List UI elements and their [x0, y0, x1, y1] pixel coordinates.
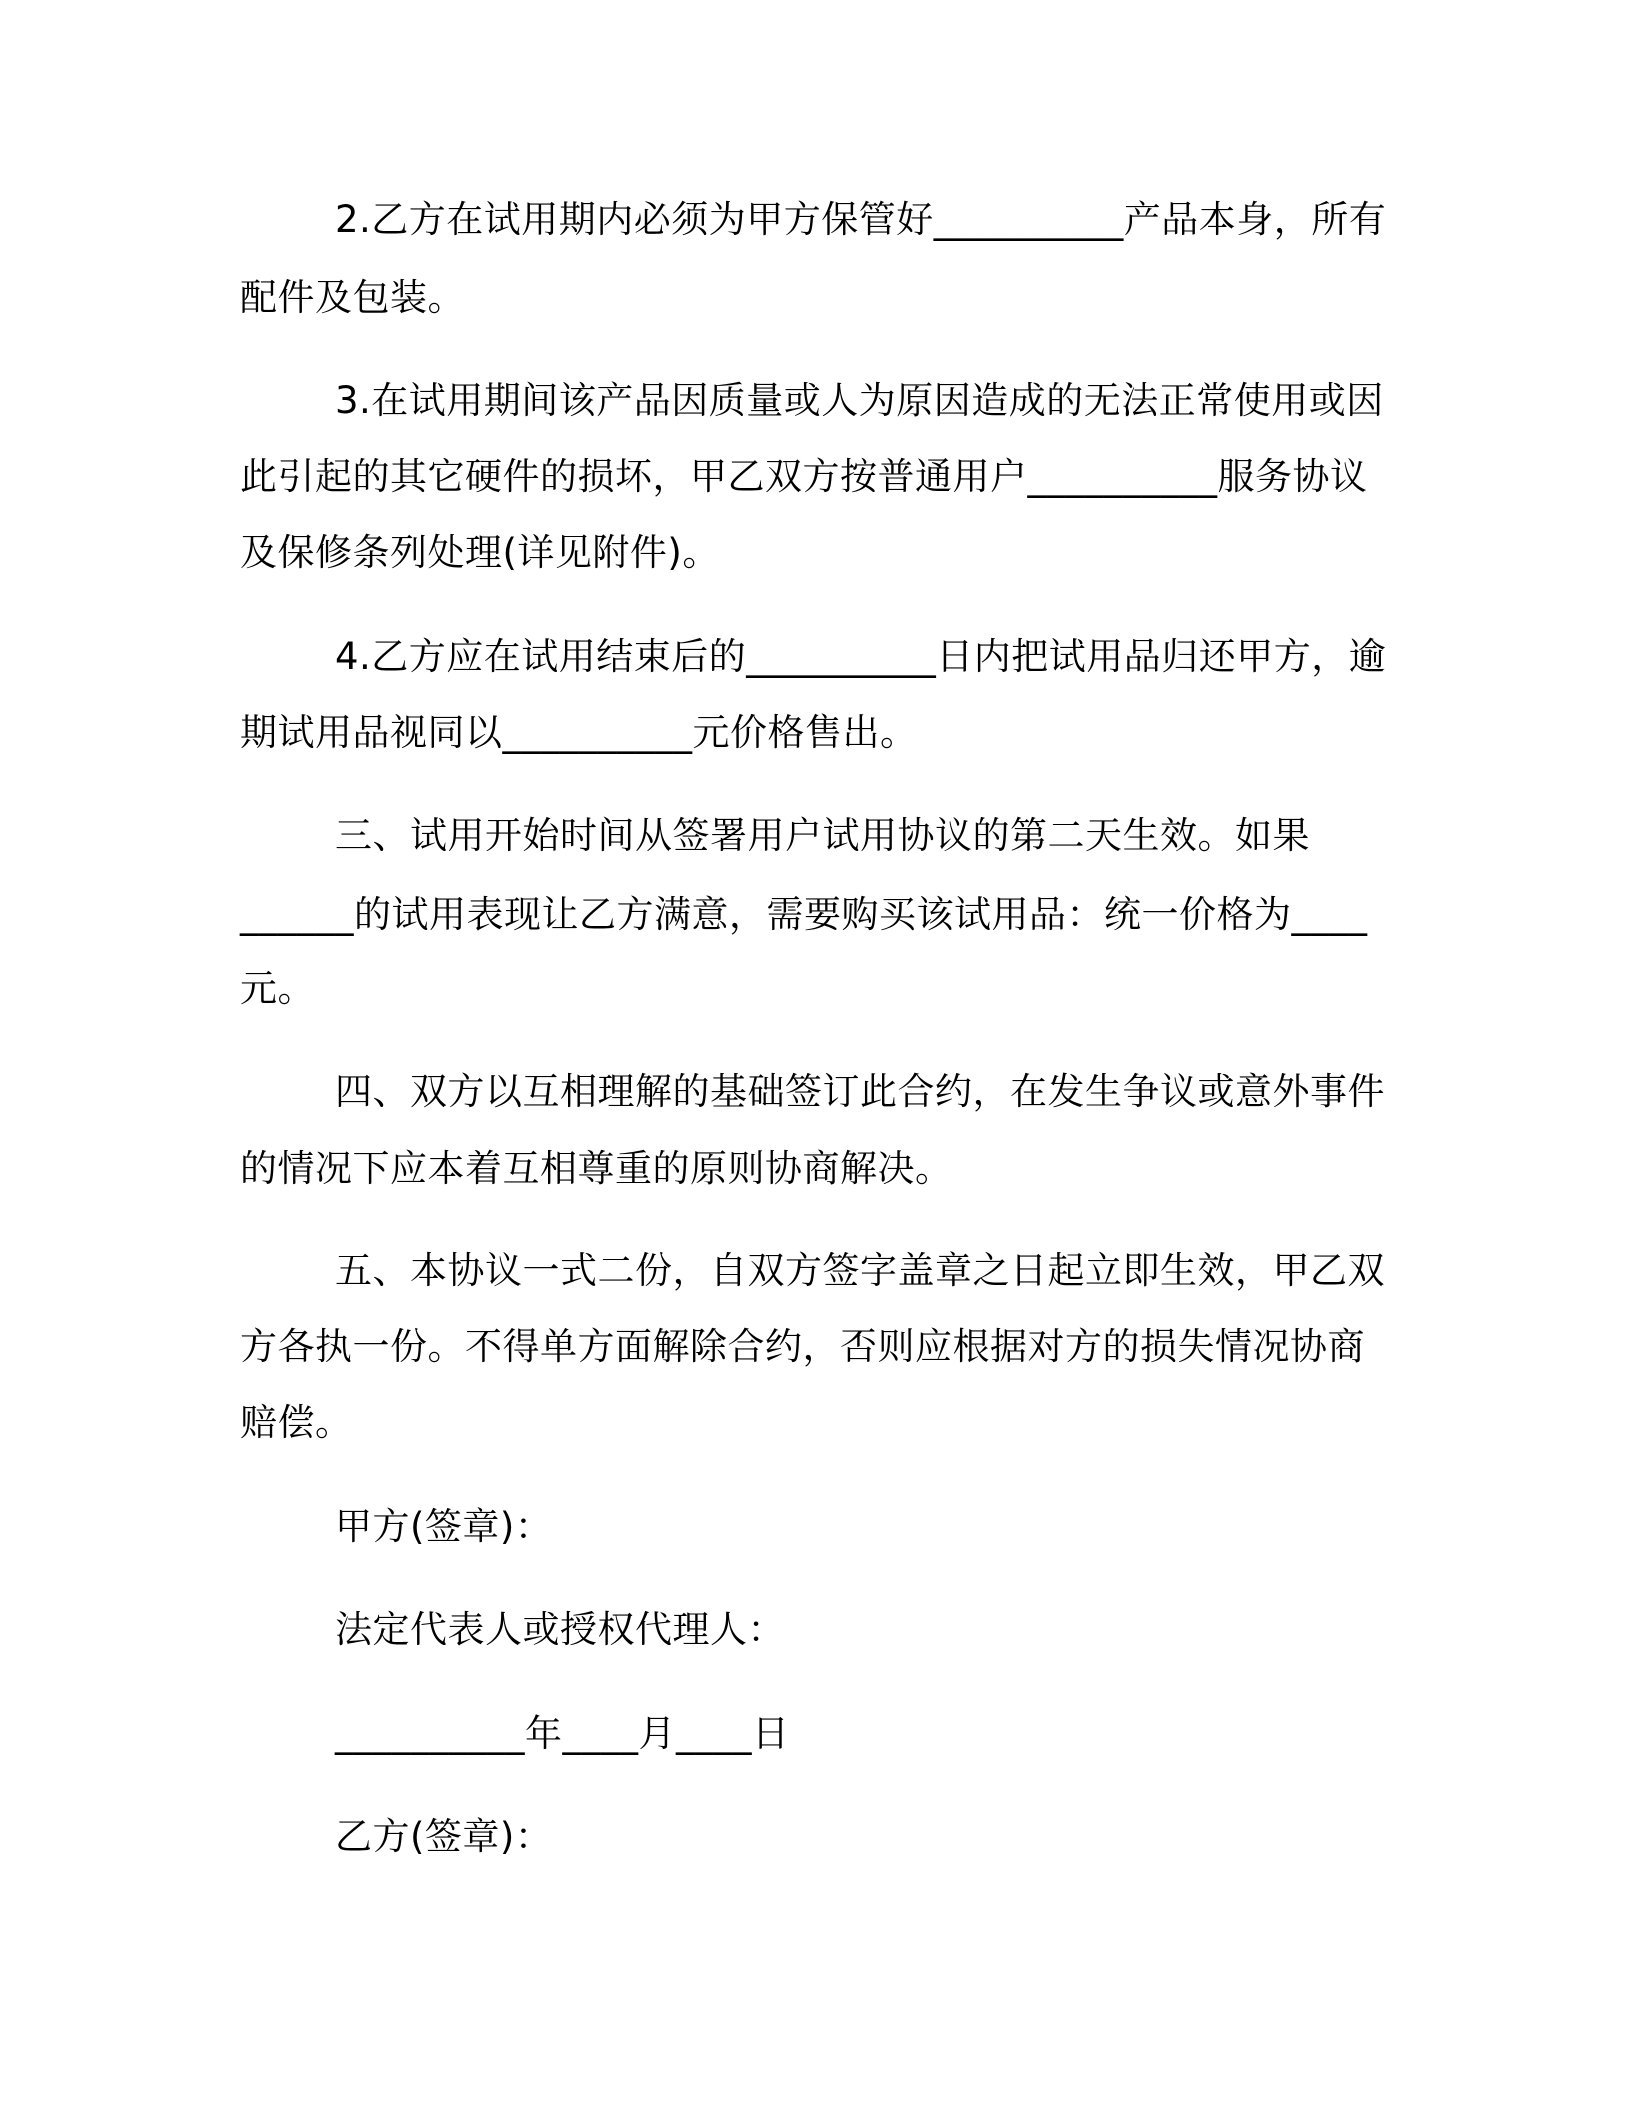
representative-signature-label: 法定代表人或授权代理人： — [335, 1608, 785, 1651]
clause-4-line-2: 期试用品视同以__________元价格售出。 — [240, 711, 918, 754]
section-3-line-2: ______的试用表现让乙方满意，需要购买该试用品：统一价格为____ — [240, 893, 1368, 936]
section-3-line-1: 三、试用开始时间从签署用户试用协议的第二天生效。如果 — [335, 814, 1310, 857]
clause-3-line-1: 3.在试用期间该产品因质量或人为原因造成的无法正常使用或因 — [335, 379, 1384, 422]
clause-4-line-1: 4.乙方应在试用结束后的__________日内把试用品归还甲方，逾 — [335, 635, 1387, 678]
party-a-signature-label: 甲方(签章)： — [335, 1505, 553, 1548]
section-4-line-2: 的情况下应本着互相尊重的原则协商解决。 — [240, 1147, 953, 1190]
date-line: __________年____月____日 — [335, 1712, 790, 1755]
section-5-line-1: 五、本协议一式二份，自双方签字盖章之日起立即生效，甲乙双 — [335, 1249, 1385, 1292]
clause-3-line-3: 及保修条列处理(详见附件)。 — [240, 531, 720, 574]
section-4-line-1: 四、双方以互相理解的基础签订此合约，在发生争议或意外事件 — [335, 1070, 1385, 1113]
section-3-line-3: 元。 — [240, 967, 315, 1010]
clause-3-line-2: 此引起的其它硬件的损坏，甲乙双方按普通用户__________服务协议 — [240, 455, 1368, 498]
party-b-signature-label: 乙方(签章)： — [335, 1815, 553, 1858]
section-5-line-3: 赔偿。 — [240, 1401, 353, 1444]
clause-2-line-1: 2.乙方在试用期内必须为甲方保管好__________产品本身，所有 — [335, 198, 1387, 241]
section-5-line-2: 方各执一份。不得单方面解除合约，否则应根据对方的损失情况协商 — [240, 1325, 1365, 1368]
clause-2-line-2: 配件及包装。 — [240, 276, 465, 319]
